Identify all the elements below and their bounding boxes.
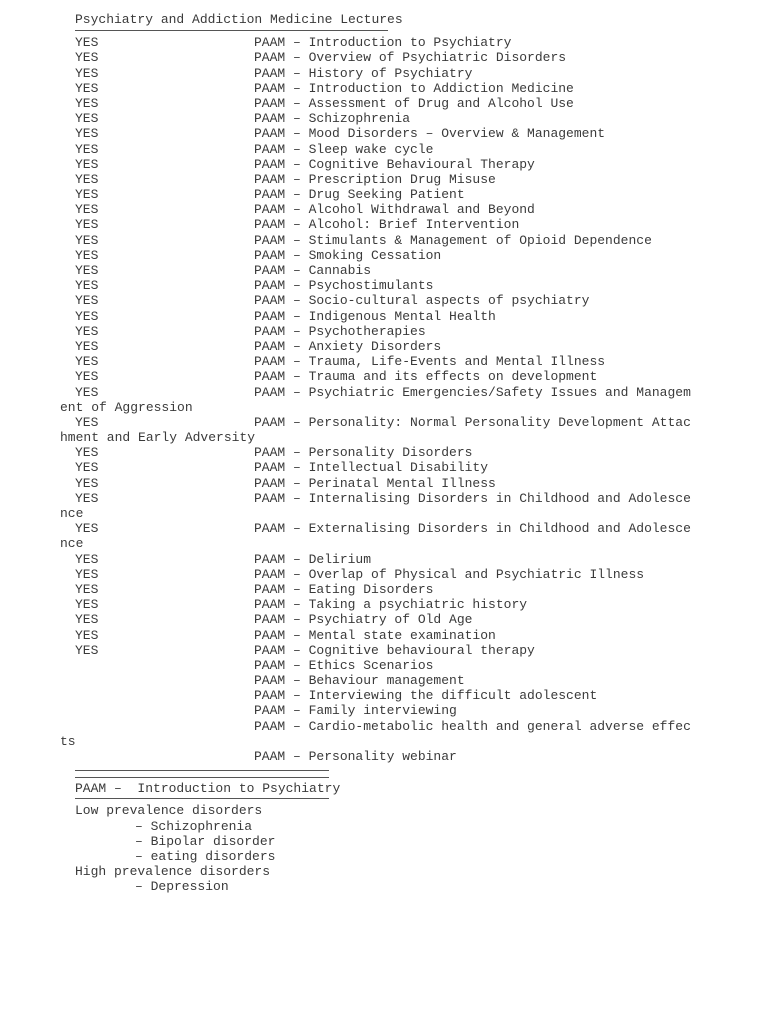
lecture-status: YES xyxy=(75,95,99,111)
lecture-row xyxy=(75,247,442,263)
lecture-status: YES xyxy=(75,35,99,51)
lecture-status: YES xyxy=(75,65,99,81)
lecture-status: YES xyxy=(75,551,99,567)
lecture-title-continuation: nce xyxy=(60,536,84,552)
lecture-row xyxy=(75,35,512,51)
lecture-title: PAAM – Mental state examination xyxy=(254,627,496,643)
lecture-row xyxy=(75,369,598,385)
lecture-title: PAAM – Introduction to Addiction Medicine xyxy=(254,80,574,96)
lecture-title: PAAM – Stimulants & Management of Opioid Dependence xyxy=(254,232,652,248)
lecture-status: YES xyxy=(75,627,99,643)
lecture-title: PAAM – History of Psychiatry xyxy=(254,65,473,81)
lecture-title: PAAM – Drug Seeking Patient xyxy=(254,187,465,203)
lecture-title: PAAM – Sleep wake cycle xyxy=(254,141,434,157)
lecture-status: YES xyxy=(75,597,99,613)
title-divider xyxy=(75,30,388,31)
lecture-status: YES xyxy=(75,308,99,324)
lecture-title: PAAM – Cannabis xyxy=(254,263,372,278)
lecture-status: YES xyxy=(75,581,99,597)
lecture-status: YES xyxy=(75,475,99,491)
lecture-title: PAAM – Internalising Disorders in Childhood and Adolesce xyxy=(254,490,691,506)
lecture-row xyxy=(75,171,496,187)
lecture-row xyxy=(75,354,606,370)
lecture-row xyxy=(75,50,567,66)
lecture-title: PAAM – Cardio-metabolic health and general adverse effec xyxy=(254,718,691,734)
lecture-status: YES xyxy=(75,323,99,339)
lecture-row xyxy=(75,475,496,491)
lecture-row xyxy=(75,263,403,278)
lecture-title-continuation: ent of Aggression xyxy=(60,399,193,415)
lecture-title: PAAM – Perinatal Mental Illness xyxy=(254,475,496,491)
lecture-title: PAAM – Psychostimulants xyxy=(254,278,434,294)
lecture-title-continuation: nce xyxy=(60,506,84,521)
lecture-row xyxy=(75,338,442,354)
lecture-title: PAAM – Smoking Cessation xyxy=(254,247,442,263)
lecture-row xyxy=(75,657,434,673)
lecture-title: PAAM – Anxiety Disorders xyxy=(254,338,442,354)
lecture-row xyxy=(75,308,496,324)
lecture-status: YES xyxy=(75,278,99,294)
lecture-row xyxy=(75,688,598,704)
lecture-title: PAAM – Overview of Psychiatric Disorders xyxy=(254,50,567,66)
lecture-status: YES xyxy=(75,445,99,461)
section-body xyxy=(75,803,403,894)
lecture-title: PAAM – Trauma and its effects on development xyxy=(254,369,598,385)
lecture-row xyxy=(75,141,434,157)
lecture-title: PAAM – Prescription Drug Misuse xyxy=(254,171,496,187)
lecture-status: YES xyxy=(75,232,99,248)
lecture-title: PAAM – Cognitive Behavioural Therapy xyxy=(254,156,535,172)
lecture-title: PAAM – Family interviewing xyxy=(254,703,457,719)
section-list-item: – Depression xyxy=(135,879,229,895)
lecture-row xyxy=(75,552,403,567)
lecture-row xyxy=(75,278,434,294)
lecture-title: PAAM – Psychiatric Emergencies/Safety Issues and Managem xyxy=(254,384,691,400)
lecture-status: YES xyxy=(75,354,99,370)
lecture-status: YES xyxy=(75,490,99,506)
lecture-row xyxy=(75,111,411,127)
lecture-status: YES xyxy=(75,460,99,476)
lecture-row xyxy=(75,95,574,111)
lecture-row xyxy=(75,673,465,689)
lecture-row xyxy=(75,703,457,719)
lecture-status: YES xyxy=(75,293,99,309)
lecture-title: PAAM – Introduction to Psychiatry xyxy=(254,35,512,51)
lecture-row xyxy=(75,566,645,582)
lecture-title: PAAM – Personality webinar xyxy=(254,749,457,764)
lecture-row xyxy=(75,384,691,400)
lecture-title: PAAM – Indigenous Mental Health xyxy=(254,308,496,324)
lecture-title: PAAM – Psychiatry of Old Age xyxy=(254,612,473,628)
lecture-status: YES xyxy=(75,187,99,203)
lecture-row xyxy=(75,597,528,613)
lecture-status: YES xyxy=(75,126,99,142)
lecture-status: YES xyxy=(75,263,99,278)
lecture-status: YES xyxy=(75,566,99,582)
lecture-status: YES xyxy=(75,384,99,400)
lecture-title-continuation: ts xyxy=(60,733,76,749)
lecture-title: PAAM – Mood Disorders – Overview & Management xyxy=(254,126,606,142)
lecture-status: YES xyxy=(75,521,99,537)
lecture-status: YES xyxy=(75,111,99,127)
lecture-list xyxy=(60,35,691,764)
lecture-title: PAAM – Cognitive behavioural therapy xyxy=(254,642,535,658)
lecture-row xyxy=(75,749,457,764)
document-title: Psychiatry and Addiction Medicine Lectures xyxy=(75,12,403,27)
section-list-item: – Schizophrenia xyxy=(135,818,253,834)
lecture-title: PAAM – Personality Disorders xyxy=(254,445,473,461)
lecture-title: PAAM – Schizophrenia xyxy=(254,111,411,127)
lecture-row xyxy=(75,490,691,506)
lecture-title: PAAM – Ethics Scenarios xyxy=(254,657,434,673)
document xyxy=(60,12,691,895)
lecture-title: PAAM – Psychotherapies xyxy=(254,323,426,339)
lecture-row xyxy=(75,202,535,218)
lecture-status: YES xyxy=(75,217,99,233)
lecture-title: PAAM – Externalising Disorders in Childhood and Adolesce xyxy=(254,521,691,537)
lecture-status: YES xyxy=(75,414,99,430)
section-list-item: – Bipolar disorder xyxy=(135,833,276,849)
lecture-row xyxy=(75,323,426,339)
lecture-title: PAAM – Interviewing the difficult adolescent xyxy=(254,688,598,704)
lecture-title: PAAM – Eating Disorders xyxy=(254,581,434,597)
lecture-status: YES xyxy=(75,247,99,263)
lecture-row xyxy=(75,187,465,203)
lecture-row xyxy=(75,445,473,461)
lecture-title: PAAM – Personality: Normal Personality Development Attac xyxy=(254,414,691,430)
section-list-item: – eating disorders xyxy=(135,848,276,864)
lecture-title: PAAM – Taking a psychiatric history xyxy=(254,597,528,613)
lecture-row xyxy=(75,581,434,597)
lecture-row xyxy=(75,612,473,628)
lecture-status: YES xyxy=(75,642,99,658)
lecture-row xyxy=(75,217,520,233)
lecture-row xyxy=(75,460,489,476)
lecture-title: PAAM – Socio-cultural aspects of psychiatry xyxy=(254,293,590,309)
lecture-row xyxy=(75,521,691,537)
lecture-status: YES xyxy=(75,338,99,354)
section-subheading: Low prevalence disorders xyxy=(75,803,263,819)
lecture-title: PAAM – Assessment of Drug and Alcohol Use xyxy=(254,95,574,111)
lecture-row xyxy=(75,232,652,248)
lecture-row xyxy=(75,126,606,142)
lecture-status: YES xyxy=(75,141,99,157)
lecture-row xyxy=(75,414,691,430)
lecture-row xyxy=(75,642,535,658)
lecture-row xyxy=(75,718,691,734)
lecture-title: PAAM – Behaviour management xyxy=(254,673,465,689)
lecture-title: PAAM – Intellectual Disability xyxy=(254,460,489,476)
lecture-status: YES xyxy=(75,171,99,187)
lecture-status: YES xyxy=(75,50,99,66)
section-heading: PAAM – Introduction to Psychiatry xyxy=(75,781,341,797)
lecture-status: YES xyxy=(75,369,99,385)
lecture-title: PAAM – Trauma, Life-Events and Mental Illness xyxy=(254,354,606,370)
lecture-title: PAAM – Delirium xyxy=(254,551,372,567)
lecture-row xyxy=(75,156,535,172)
lecture-row xyxy=(75,80,574,96)
lecture-status: YES xyxy=(75,202,99,218)
lecture-title: PAAM – Alcohol: Brief Intervention xyxy=(254,217,520,233)
lecture-status: YES xyxy=(75,156,99,172)
lecture-row xyxy=(75,293,590,309)
lecture-status: YES xyxy=(75,612,99,628)
lecture-status: YES xyxy=(75,80,99,96)
lecture-title: PAAM – Alcohol Withdrawal and Beyond xyxy=(254,202,535,218)
section-subheading: High prevalence disorders xyxy=(75,864,271,880)
lecture-title-continuation: hment and Early Adversity xyxy=(60,430,256,446)
lecture-row xyxy=(75,65,473,81)
lecture-title: PAAM – Overlap of Physical and Psychiatric Illness xyxy=(254,566,645,582)
lecture-row xyxy=(75,627,496,643)
